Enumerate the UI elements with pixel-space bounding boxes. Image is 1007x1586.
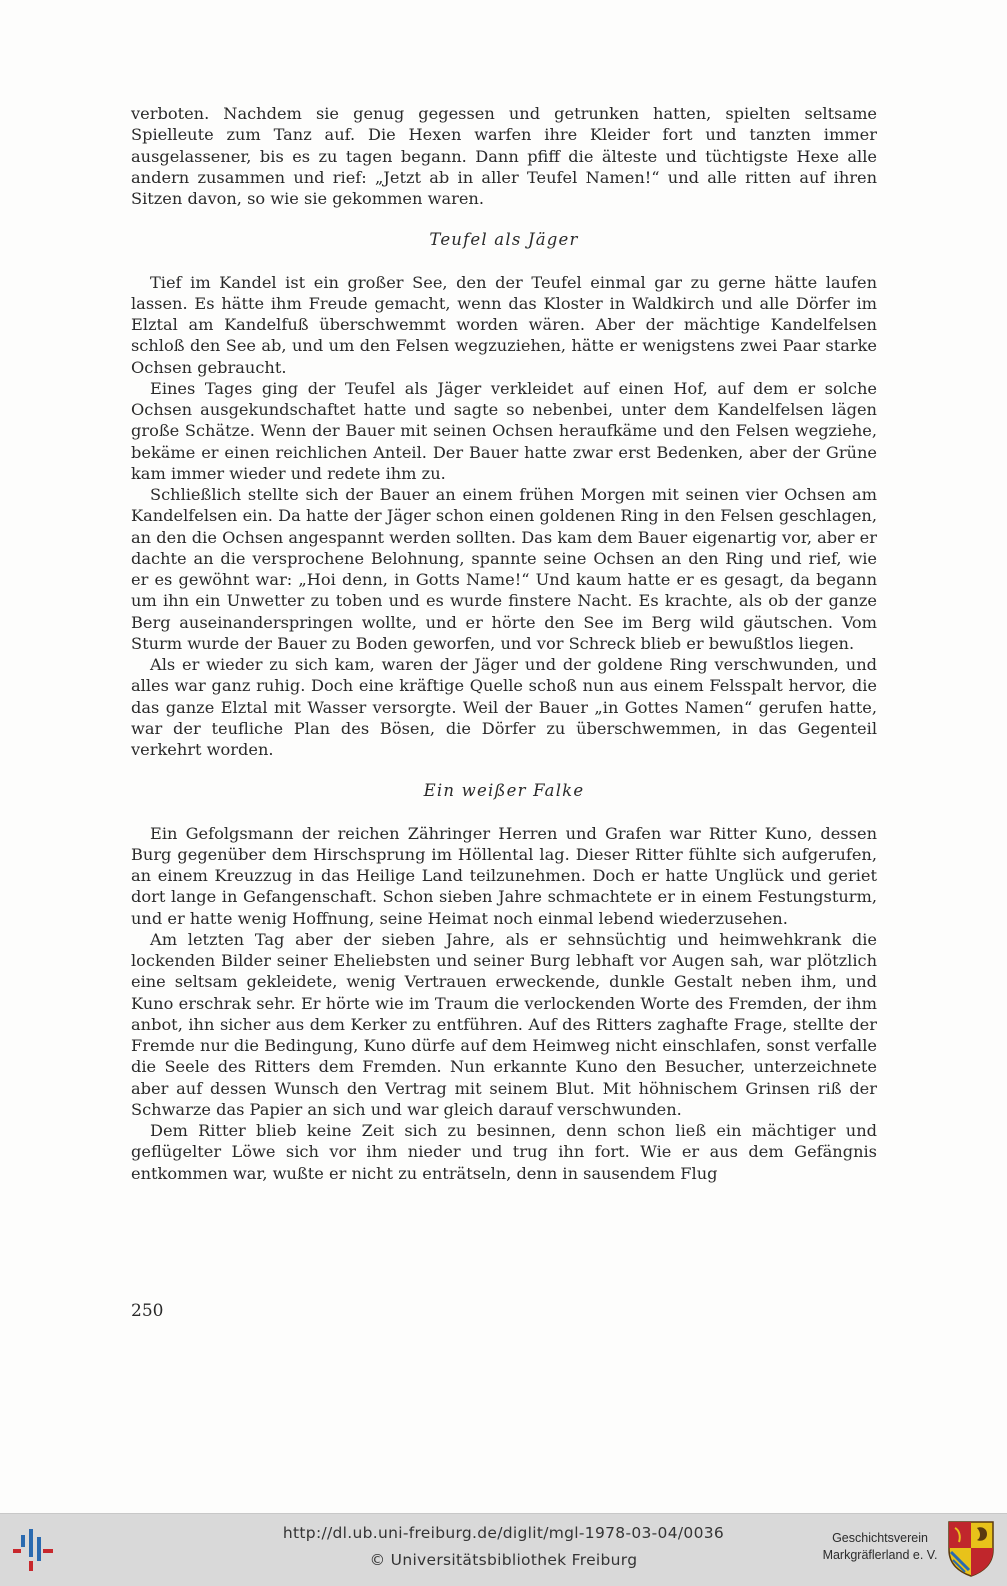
copyright-text: © Universitätsbibliothek Freiburg xyxy=(369,1551,638,1569)
paragraph: Ein Gefolgsmann der reichen Zähringer Herren und Grafen war Ritter Kuno, dessen Burg gegenüber dem Hirschsprung im Höllental lag. Dieser Ritter fühlte sich aufgerufen, an einem Kreuzzug in das Heilige Land teilzunehmen. Doch er hatte Unglück und geriet dort lange in Gefangenschaft. Schon sieben Jahre schmachtete er in einem Festungsturm, und er hatte wenig Hoffnung, seine Heimat noch einmal lebend wiederzusehen. xyxy=(131,823,877,928)
paragraph: verboten. Nachdem sie genug gegessen und getrunken hatten, spielten seltsame Spielleute zum Tanz auf. Die Hexen warfen ihre Kleider fort und tanzten immer ausgelassener, bis es zu tagen begann. Dann pfiff die älteste und tüchtigste Hexe alle andern zusammen und rief: „Jetzt ab in aller Teufel Namen!“ und alle ritten auf ihren Sitzen davon, so wie sie gekommen waren. xyxy=(131,104,877,208)
paragraph: Tief im Kandel ist ein großer See, den der Teufel einmal gar zu gerne hätte laufen lassen. Es hätte ihm Freude gemacht, wenn das Kloster in Waldkirch und alle Dörfer im Elztal am Kandelfuß überschwemmt worden wären. Aber der mächtige Kandelfelsen schloß den See ab, und um den Felsen wegzuziehen, hätte er wenigstens zwei Paar starke Ochsen gebraucht. xyxy=(131,272,877,377)
book-text xyxy=(131,103,877,1184)
paragraph: Eines Tages ging der Teufel als Jäger verkleidet auf einen Hof, auf dem er solche Ochsen ausgekundschaftet hatte und sagte so nebenbei, unter dem Kandelfelsen lägen große Schätze. Wenn der Bauer mit seinen Ochsen heraufkäme und den Felsen wegziehe, bekäme er einen reichlichen Anteil. Der Bauer hatte zwar erst Bedenken, aber der Grüne kam immer wieder und redete ihm zu. xyxy=(131,378,877,483)
society-crest-icon[interactable] xyxy=(947,1520,995,1578)
society-line-1: Geschichtsverein xyxy=(832,1531,928,1545)
paragraph: Am letzten Tag aber der sieben Jahre, als er sehnsüchtig und heimwehkrank die lockenden Bilder seiner Eheliebsten und seiner Burg lebhaft vor Augen sah, war plötzlich eine seltsam gekleidete, wenig Vertrauen erweckende, dunkle Gestalt neben ihm, und Kuno erschrak sehr. Er hörte wie im Traum die verlockenden Worte des Fremden, der ihm anbot, ihn sicher aus dem Kerker zu entführen. Auf des Ritters zaghafte Frage, stellte der Fremde nur die Bedingung, Kuno dürfe auf dem Heimweg nicht einschlafen, sonst verfalle die Seele des Ritters dem Fremden. Nun erkannte Kuno den Besucher, unterzeichnete aber auf dessen Wunsch den Vertrag mit seinem Blut. Mit höhnischem Grinsen riß der Schwarze das Papier an sich und war gleich darauf verschwunden. xyxy=(131,929,877,1119)
viewer-footer xyxy=(0,1513,1007,1586)
section-heading: Teufel als Jäger xyxy=(429,230,579,250)
paragraph: Als er wieder zu sich kam, waren der Jäger und der goldene Ring verschwunden, und alles war ganz ruhig. Doch eine kräftige Quelle schoß nun aus einem Felsspalt hervor, die das ganze Elztal mit Wasser versorgte. Weil der Bauer „in Gottes Namen“ gerufen hatte, war der teufliche Plan des Bösen, die Dörfer zu überschwemmen, in das Gegenteil verkehrt worden. xyxy=(131,655,877,759)
society-line-2: Markgräflerland e. V. xyxy=(822,1548,938,1562)
document-url-link[interactable]: http://dl.ub.uni-freiburg.de/diglit/mgl-1978-03-04/0036 xyxy=(282,1524,725,1542)
paragraph: Schließlich stellte sich der Bauer an einem frühen Morgen mit seinen vier Ochsen am Kandelfelsen ein. Da hatte der Jäger schon einen goldenen Ring in den Felsen geschlagen, an den die Ochsen angespannt werden sollten. Das kam dem Bauer eigenartig vor, aber er dachte an die versprochene Belohnung, spannte seine Ochsen an den Ring und rief, wie er es gewöhnt war: „Hoi denn, in Gotts Name!“ Und kaum hatte er es gesagt, da begann um ihn ein Unwetter zu toben und es wurde finstere Nacht. Es krachte, als ob der ganze Berg auseinanderspringen wollte, und er hörte den See im Berg wild gäutschen. Vom Sturm wurde der Bauer zu Boden geworfen, und vor Schreck blieb er bewußtlos liegen. xyxy=(131,485,877,653)
section-heading: Ein weißer Falke xyxy=(423,781,585,801)
society-name xyxy=(815,1530,945,1564)
page-number: 250 xyxy=(131,1301,164,1321)
paragraph: Dem Ritter blieb keine Zeit sich zu besinnen, denn schon ließ ein mächtiger und geflügelter Löwe sich vor ihm nieder und trug ihn fort. Wie er aus dem Gefängnis entkommen war, wußte er nicht zu enträtseln, denn in sausendem Flug xyxy=(131,1121,877,1183)
